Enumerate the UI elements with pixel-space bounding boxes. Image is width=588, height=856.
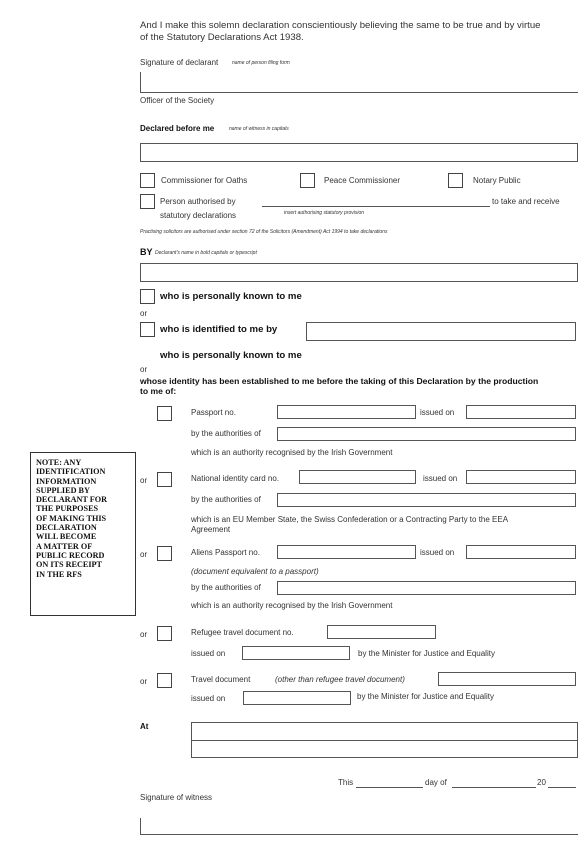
or-label: or [140, 476, 148, 485]
at-place-divider [191, 740, 578, 741]
declared-before-label: Declared before me [140, 124, 215, 133]
national-id-authorities-label: by the authorities of [191, 495, 261, 504]
or-label: or [140, 630, 148, 639]
take-and-receive-label: to take and receive [492, 197, 560, 206]
statutory-declarations-label: statutory declarations [160, 211, 237, 220]
refugee-document-checkbox[interactable] [157, 626, 172, 641]
peace-commissioner-checkbox[interactable] [300, 173, 315, 188]
intro-line-2: of the Statutory Declarations Act 1938. [140, 32, 304, 43]
date-year-prefix: 20 [537, 778, 546, 787]
date-day-of-label: day of [425, 778, 447, 787]
at-label: At [140, 722, 149, 731]
date-year-line[interactable] [548, 787, 576, 788]
aliens-issued-on-field[interactable] [466, 545, 576, 559]
refugee-document-no-field[interactable] [327, 625, 436, 639]
aliens-passport-checkbox[interactable] [157, 546, 172, 561]
identified-by-checkbox[interactable] [140, 322, 155, 337]
date-day-line[interactable] [356, 787, 423, 788]
signature-of-declarant-line-left [140, 72, 141, 92]
date-month-line[interactable] [452, 787, 536, 788]
peace-commissioner-label: Peace Commissioner [324, 176, 401, 185]
identifier-name-field[interactable] [306, 322, 576, 341]
refugee-issued-on-field[interactable] [242, 646, 350, 660]
signature-of-witness-line-left [140, 818, 141, 834]
notary-public-checkbox[interactable] [448, 173, 463, 188]
aliens-authorities-field[interactable] [277, 581, 576, 595]
passport-recognised-text: which is an authority recognised by the Irish Government [191, 448, 393, 457]
aliens-equivalent-note: (document equivalent to a passport) [191, 567, 319, 576]
refugee-minister-text: by the Minister for Justice and Equality [358, 649, 495, 658]
national-id-checkbox[interactable] [157, 472, 172, 487]
witness-name-field[interactable] [140, 143, 578, 162]
solicitors-note: Practising solicitors are authorised under section 72 of the Solicitors (Amendment) Act 1994 to take declarations [140, 229, 388, 235]
officer-of-society-label: Officer of the Society [140, 96, 215, 105]
personally-known-2-label: who is personally known to me [160, 350, 302, 361]
national-id-member-line-1: which is an EU Member State, the Swiss Confederation or a Contracting Party to the EEA [191, 515, 509, 524]
personally-known-checkbox[interactable] [140, 289, 155, 304]
identified-by-label: who is identified to me by [160, 324, 278, 335]
aliens-passport-no-label: Aliens Passport no. [191, 548, 260, 557]
person-authorised-checkbox[interactable] [140, 194, 155, 209]
commissioner-for-oaths-label: Commissioner for Oaths [161, 176, 248, 185]
passport-no-label: Passport no. [191, 408, 236, 417]
or-label: or [140, 550, 148, 559]
travel-document-no-field[interactable] [438, 672, 576, 686]
travel-issued-on-label: issued on [191, 694, 226, 703]
aliens-authorities-label: by the authorities of [191, 583, 261, 592]
notary-public-label: Notary Public [473, 176, 521, 185]
identity-established-line-2: to me of: [140, 386, 177, 396]
personally-known-label: who is personally known to me [160, 291, 302, 302]
aliens-issued-on-label: issued on [420, 548, 455, 557]
national-id-no-label: National identity card no. [191, 474, 280, 483]
travel-minister-text: by the Minister for Justice and Equality [357, 692, 494, 701]
intro-line-1: And I make this solemn declaration conscientiously believing the same to be true and by virtue [140, 20, 541, 31]
passport-checkbox[interactable] [157, 406, 172, 421]
public-record-note: NOTE: ANY IDENTIFICATION INFORMATION SUPPLIED BY DECLARANT FOR THE PURPOSES OF MAKING THIS DECLARATION WILL BECOME A MATTER OF PUBLIC RECORD ON ITS RECEIPT IN THE RFS [30, 452, 136, 616]
identity-established-line-1: whose identity has been established to me before the taking of this Declaration by the production [140, 376, 539, 386]
by-hint: Declarant's name in bold capitals or typescript [155, 250, 257, 256]
or-label: or [140, 309, 148, 318]
national-id-member-line-2: Agreement [191, 525, 231, 534]
national-id-authorities-field[interactable] [277, 493, 576, 507]
signature-of-declarant-line[interactable] [140, 92, 578, 93]
refugee-issued-on-label: issued on [191, 649, 226, 658]
or-label: or [140, 677, 148, 686]
refugee-document-no-label: Refugee travel document no. [191, 628, 294, 637]
commissioner-for-oaths-checkbox[interactable] [140, 173, 155, 188]
travel-issued-on-field[interactable] [243, 691, 351, 705]
travel-document-label: Travel document [191, 675, 251, 684]
national-id-no-field[interactable] [299, 470, 416, 484]
passport-issued-on-label: issued on [420, 408, 455, 417]
travel-document-checkbox[interactable] [157, 673, 172, 688]
date-this-label: This [338, 778, 354, 787]
person-authorised-label: Person authorised by [160, 197, 236, 206]
passport-authorities-field[interactable] [277, 427, 576, 441]
signature-of-declarant-hint: name of person filing form [232, 60, 290, 66]
declared-before-hint: name of witness in capitals [229, 126, 289, 132]
national-id-issued-on-label: issued on [423, 474, 458, 483]
authorising-provision-line[interactable] [262, 206, 490, 207]
or-label: or [140, 365, 148, 374]
passport-issued-on-field[interactable] [466, 405, 576, 419]
aliens-passport-no-field[interactable] [277, 545, 416, 559]
passport-no-field[interactable] [277, 405, 416, 419]
travel-document-qualifier: (other than refugee travel document) [275, 675, 405, 684]
signature-of-witness-line[interactable] [140, 834, 578, 835]
by-label: BY [140, 247, 153, 257]
signature-of-witness-label: Signature of witness [140, 793, 213, 802]
declarant-name-field[interactable] [140, 263, 578, 282]
signature-of-declarant-label: Signature of declarant [140, 58, 219, 67]
provision-hint: insert authorising statutory provision [284, 210, 365, 216]
national-id-issued-on-field[interactable] [466, 470, 576, 484]
passport-authorities-label: by the authorities of [191, 429, 261, 438]
aliens-recognised-text: which is an authority recognised by the Irish Government [191, 601, 393, 610]
